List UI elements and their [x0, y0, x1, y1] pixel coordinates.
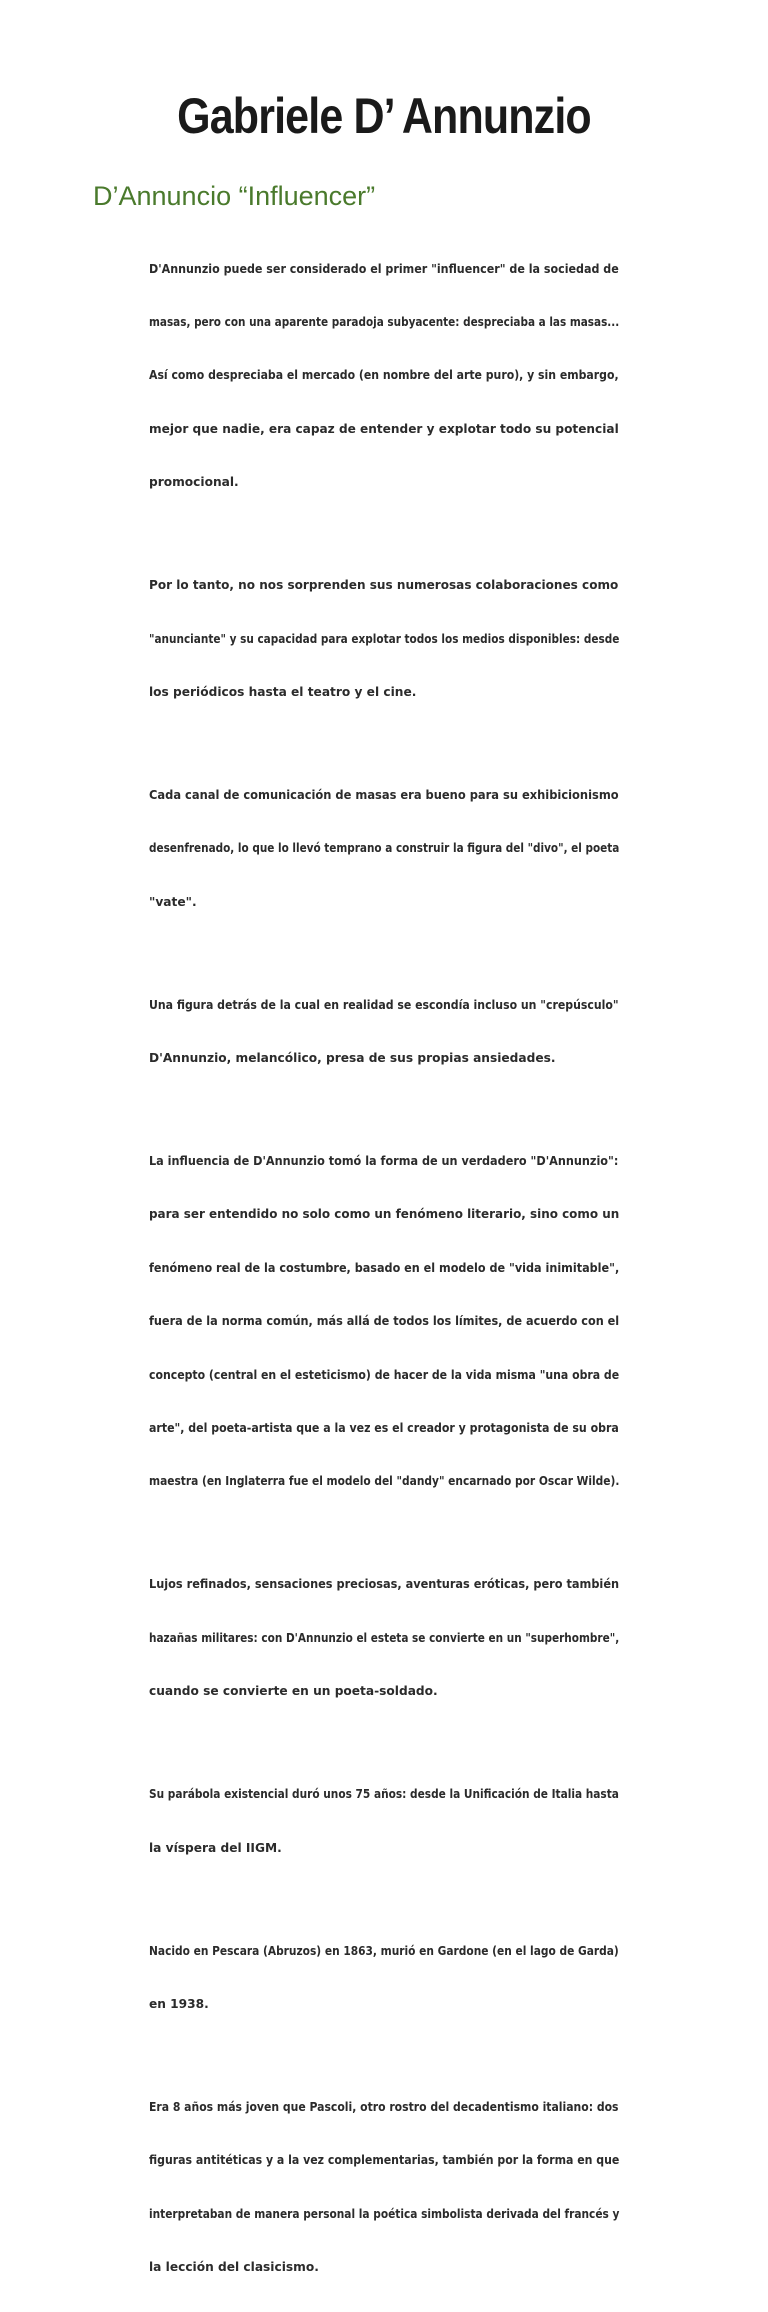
- section-heading: D’Annuncio “Influencer”: [93, 181, 376, 211]
- text-line: Así como despreciaba el mercado (en nombre del arte puro), y sin embargo,: [149, 368, 619, 383]
- text-line: Su parábola existencial duró unos 75 años: desde la Unificación de Italia hasta: [149, 1787, 619, 1802]
- text-line: Nacido en Pescara (Abruzos) en 1863, murió en Gardone (en el lago de Garda): [149, 1943, 619, 1958]
- text-line: para ser entendido no solo como un fenómeno literario, sino como un: [149, 1207, 620, 1222]
- text-line: maestra (en Inglaterra fue el modelo del "dandy" encarnado por Oscar Wilde).: [149, 1474, 620, 1489]
- text-line: Cada canal de comunicación de masas era bueno para su exhibicionismo: [149, 787, 619, 802]
- text-line: Una figura detrás de la cual en realidad se escondía incluso un "crepúsculo": [149, 997, 619, 1012]
- paragraph: [149, 1907, 619, 2049]
- text-line: los periódicos hasta el teatro y el cine.: [149, 684, 417, 699]
- text-line: la víspera del IIGM.: [149, 1840, 282, 1855]
- text-line: fenómeno real de la costumbre, basado en el modelo de "vida inimitable",: [149, 1260, 620, 1275]
- paragraph: [149, 542, 619, 738]
- text-line: concepto (central en el esteticismo) de hacer de la vida misma "una obra de: [149, 1367, 620, 1382]
- text-line: masas, pero con una aparente paradoja subyacente: despreciaba a las masas...: [149, 314, 620, 329]
- paragraph: [149, 1117, 619, 1526]
- text-line: Era 8 años más joven que Pascoli, otro rostro del decadentismo italiano: dos: [149, 2099, 619, 2114]
- paragraph: [149, 961, 619, 1103]
- paragraph: [149, 2063, 619, 2312]
- paragraph: [149, 1751, 619, 1893]
- text-line: mejor que nadie, era capaz de entender y explotar todo su potencial: [149, 421, 619, 436]
- text-line: arte", del poeta-artista que a la vez es el creador y protagonista de su obra: [149, 1421, 619, 1435]
- text-line: la lección del clasicismo.: [149, 2260, 319, 2275]
- text-line: hazañas militares: con D'Annunzio el esteta se convierte en un "superhombre",: [149, 1630, 620, 1645]
- paragraph: [149, 225, 619, 528]
- body-text: [149, 225, 619, 2312]
- text-line: D'Annunzio, melancólico, presa de sus propias ansiedades.: [149, 1051, 556, 1066]
- text-line: promocional.: [149, 475, 239, 490]
- text-line: La influencia de D'Annunzio tomó la forma de un verdadero "D'Annunzio":: [149, 1154, 619, 1169]
- text-line: cuando se convierte en un poeta-soldado.: [149, 1684, 438, 1699]
- text-line: fuera de la norma común, más allá de todos los límites, de acuerdo con el: [149, 1314, 620, 1329]
- text-line: Por lo tanto, no nos sorprenden sus numerosas colaboraciones como: [149, 578, 619, 593]
- text-line: interpretaban de manera personal la poética simbolista derivada del francés y: [149, 2206, 620, 2221]
- text-line: Lujos refinados, sensaciones preciosas, aventuras eróticas, pero también: [149, 1577, 620, 1592]
- text-line: en 1938.: [149, 1996, 209, 2011]
- page-title: Gabriele D’ Annunzio: [177, 88, 591, 144]
- text-line: "vate".: [149, 894, 197, 909]
- paragraph: [149, 751, 619, 947]
- text-line: D'Annunzio puede ser considerado el primer "influencer" de la sociedad de: [149, 261, 619, 276]
- text-line: "anunciante" y su capacidad para explotar todos los medios disponibles: desde: [149, 631, 620, 646]
- text-line: figuras antitéticas y a la vez complementarias, también por la forma en que: [149, 2153, 620, 2168]
- paragraph: [149, 1541, 619, 1737]
- text-line: desenfrenado, lo que lo llevó temprano a construir la figura del "divo", el poeta: [149, 841, 620, 856]
